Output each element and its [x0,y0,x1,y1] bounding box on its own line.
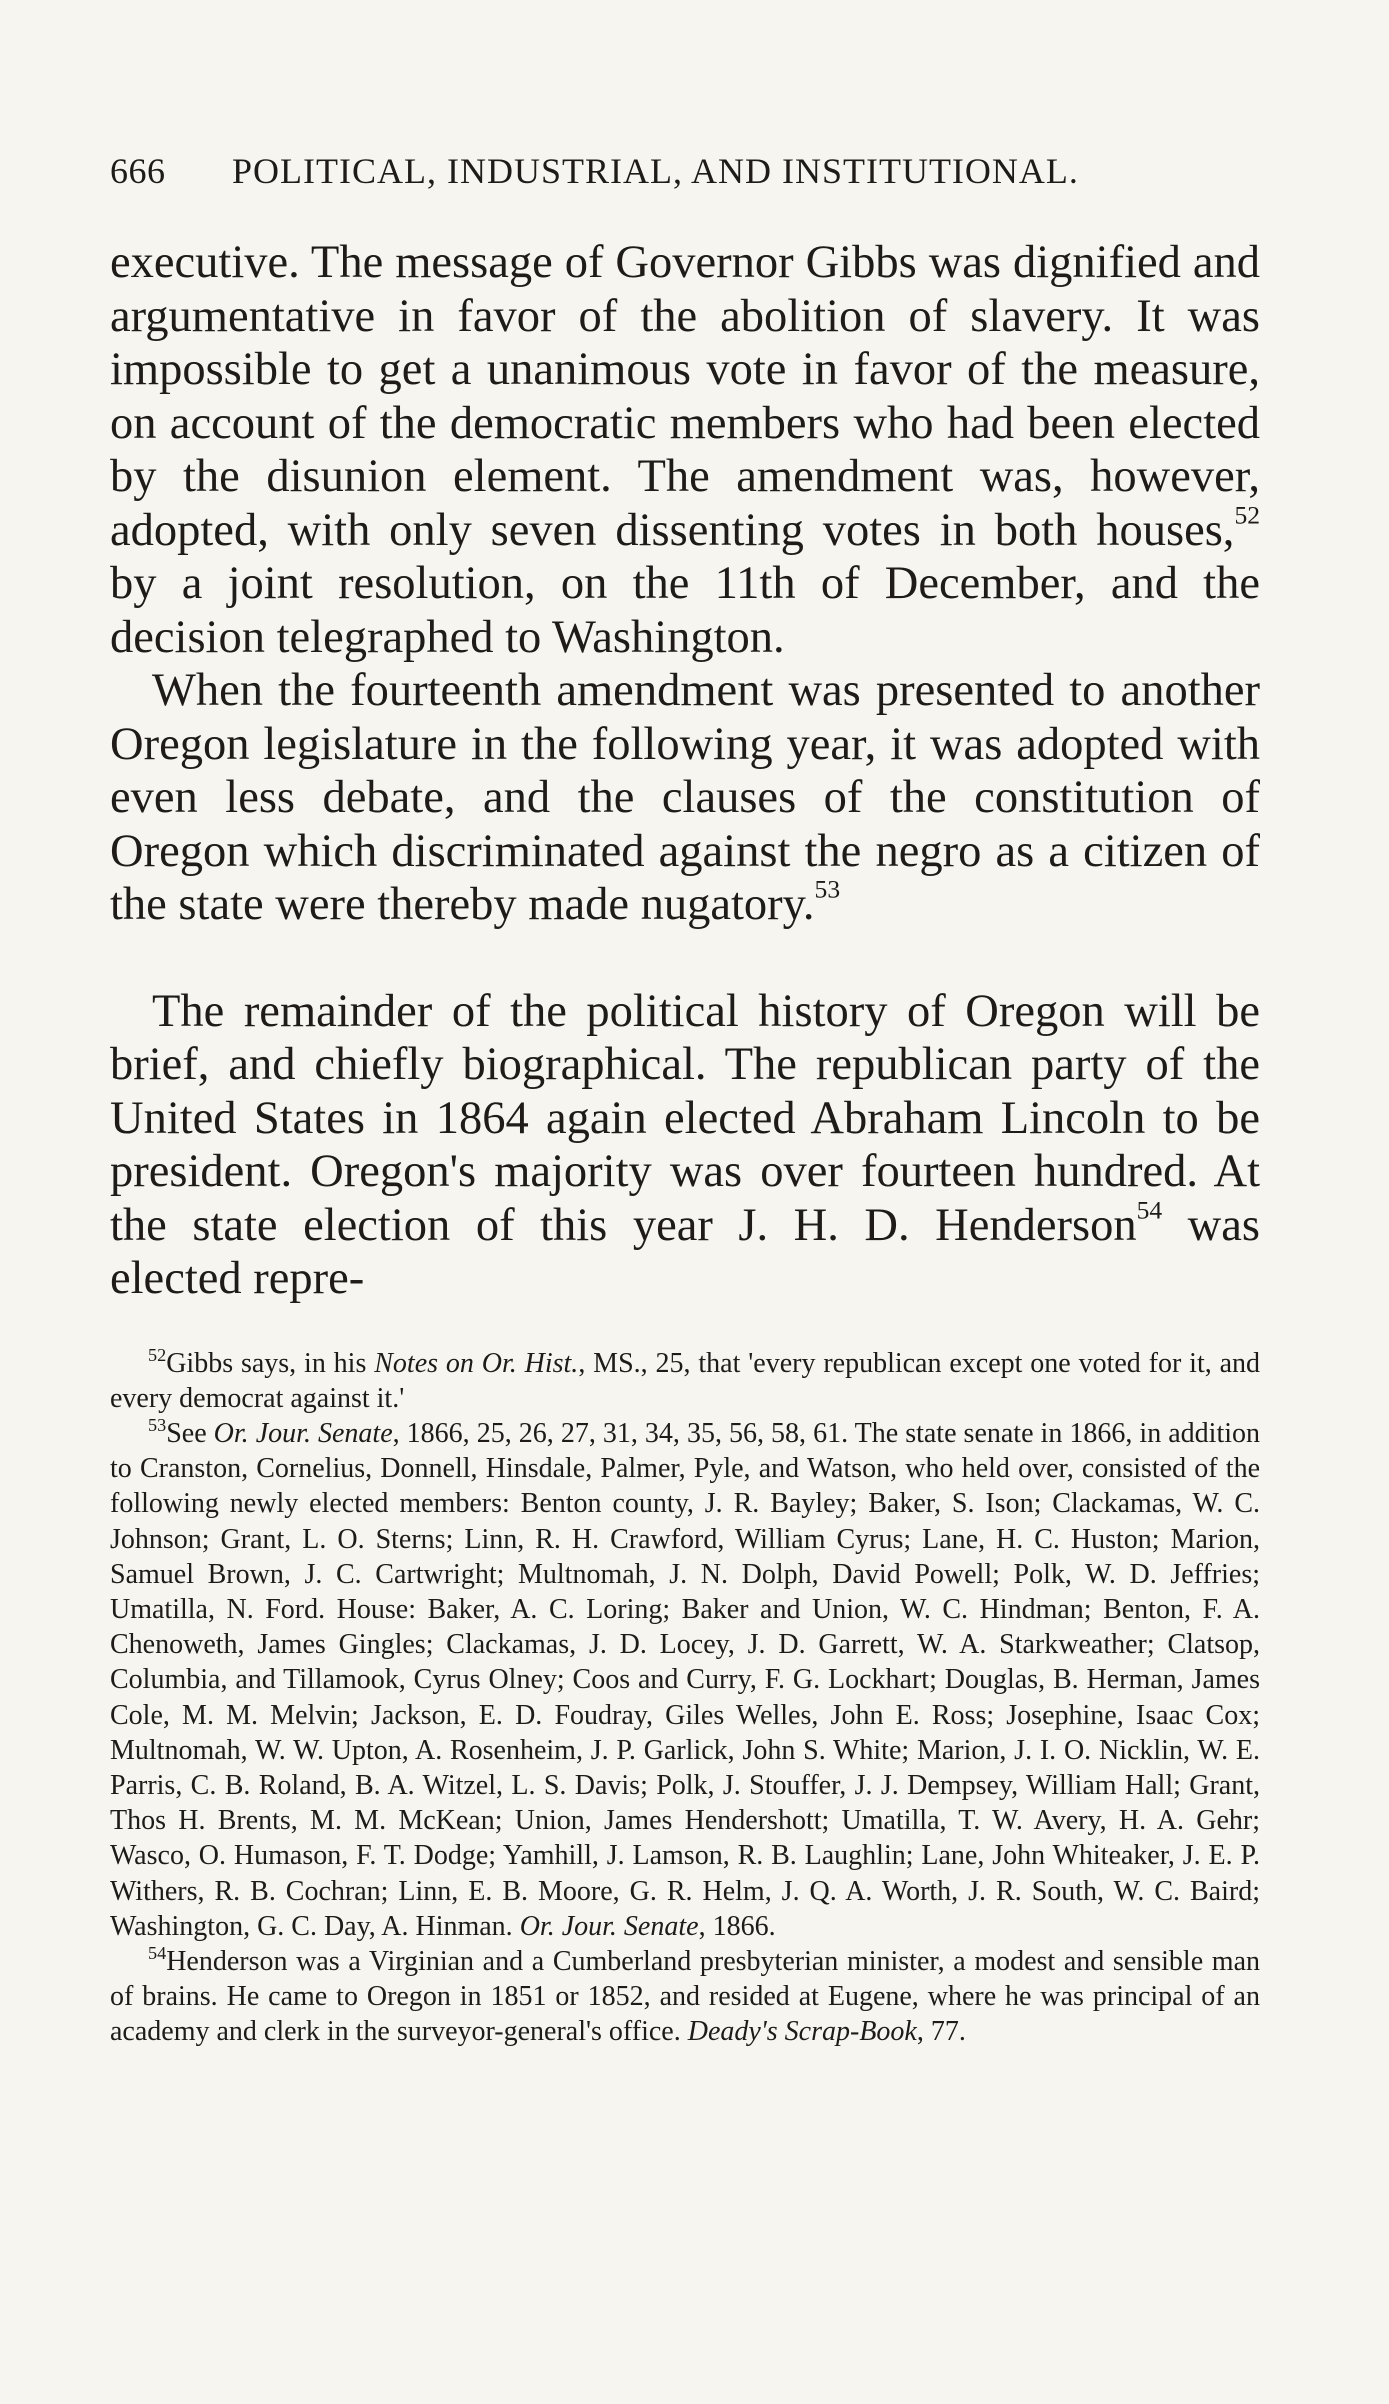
cited-title: Or. Jour. Senate [213,1417,393,1449]
footnote-ref-54[interactable]: 54 [1136,1194,1163,1224]
paragraph-1: executive. The message of Governor Gibbs was dignified and argumentative in favor of the abolition of slavery. It was impossible to get a unanimous vote in favor of the measure, on account of the democratic members who had been elected by the disunion element. The amendment was, however, adopted, with only seven dissenting votes in both houses,$^{52}$ by a joint resolution, on the 11th of December, and the decision telegraphed to Washington. [110,237,1260,663]
footnote-ref-53[interactable]: 53 [814,874,841,904]
footnote-marker: 53 [148,1415,167,1435]
footnote-ref-52[interactable]: 52 [1234,499,1260,529]
main-text [110,236,1260,1306]
footnotes [110,1346,1260,2050]
page-number: 666 [110,151,166,191]
running-head [110,150,1260,192]
footnote-marker: 52 [148,1344,167,1365]
footnote-marker: 54 [148,1943,167,1964]
running-title: POLITICAL, INDUSTRIAL, AND INSTITUTIONAL. [232,151,1079,191]
book-page [110,150,1260,2050]
cited-title: Or. Jour. Senate [519,1910,699,1942]
footnote-52: $^{52}$Gibbs says, in his Notes on Or. Hist., MS., 25, that 'every republican except one voted for it, and every democrat against it.' [110,1344,1261,1414]
cited-title: Notes on Or. Hist. [374,1347,579,1379]
footnote-54: $^{54}$Henderson was a Virginian and a Cumberland presbyterian minister, a modest and sensible man of brains. He came to Oregon in 1851 or 1852, and resided at Eugene, where he was principal of an academy and clerk in the surveyor-general's office. Deady's Scrap-Book, 77. [110,1943,1260,2048]
footnote-53: $^{53}$See Or. Jour. Senate, 1866, 25, 26, 27, 31, 34, 35, 56, 58, 61. The state senate in 1866, in addition to Cranston, Cornelius, Donnell, Hinsdale, Palmer, Pyle, and Watson, who held over, consisted of the following newly elected members: Benton county, J. R. Bayley; Baker, S. Ison; Clackamas, W. C. Johnson; Grant, L. O. Sterns; Linn, R. H. Crawford, William Cyrus; Lane, H. C. Huston; Marion, Samuel Brown, J. C. Cartwright; Multnomah, J. N. Dolph, David Powell; Polk, W. D. Jeffries; Umatilla, N. Ford. House: Baker, A. C. Loring; Baker and Union, W. C. Hindman; Benton, F. A. Chenoweth, James Gingles; Clackamas, J. D. Locey, J. D. Garrett, W. A. Starkweather; Clatsop, Columbia, and Tillamook, Cyrus Olney; Coos and Curry, F. G. Lockhart; Douglas, B. Herman, James Cole, M. M. Melvin; Jackson, E. D. Foudray, Giles Welles, John E. Ross; Josephine, Isaac Cox; Multnomah, W. W. Upton, A. Rosenheim, J. P. Garlick, John S. White; Marion, J. I. O. Nicklin, W. E. Parris, C. B. Roland, B. A. Witzel, L. S. Davis; Polk, J. Stouffer, J. J. Dempsey, William Hall; Grant, Thos H. Brents, M. M. McKean; Union, James Hendershott; Umatilla, T. W. Avery, H. A. Gehr; Wasco, O. Humason, F. T. Dodge; Yamhill, J. Lamson, R. B. Laughlin; Lane, John Whiteaker, J. E. P. Withers, R. B. Cochran; Linn, E. B. Moore, G. R. Helm, J. Q. A. Worth, J. R. South, W. C. Baird; Washington, G. C. Day, A. Hinman. Or. Jour. Senate, 1866. [110,1415,1261,1942]
cited-title: Deady's Scrap-Book [687,2016,917,2048]
paragraph-3: The remainder of the political history of Oregon will be brief, and chiefly biographical. The republican party of the United States in 1864 again elected Abraham Lincoln to be president. Oregon's majority was over fourteen hundred. At the state election of this year J. H. D. Henderson$^{54}$ was elected repre- [110,985,1260,1304]
paragraph-2: When the fourteenth amendment was presented to another Oregon legislature in the following year, it was adopted with even less debate, and the clauses of the constitution of Oregon which discriminated against the negro as a citizen of the state were thereby made nugatory.$^{53}$ [110,665,1260,930]
